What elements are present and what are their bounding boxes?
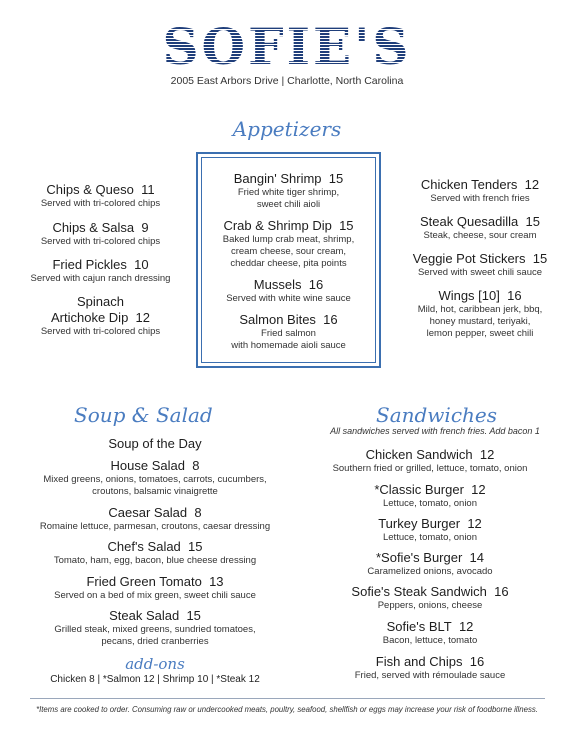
item-desc: Fried white tiger shrimp, xyxy=(237,187,340,198)
item-name: Artichoke Dip xyxy=(50,310,129,325)
menu-item xyxy=(300,482,560,510)
item-price: 12 xyxy=(471,482,486,497)
item-desc: lemon pepper, sweet chili xyxy=(426,328,534,339)
footer-divider xyxy=(30,698,545,699)
item-desc: Served with tri-colored chips xyxy=(40,326,161,337)
item-desc: Served with sweet chili sauce xyxy=(417,267,543,278)
item-name: *Classic Burger xyxy=(374,482,464,497)
menu-item xyxy=(10,608,300,648)
sandwiches-note: All sandwiches served with french fries. Add bacon 1 xyxy=(330,426,540,436)
item-desc: Lettuce, tomato, onion xyxy=(382,532,477,543)
menu-item xyxy=(18,220,183,248)
item-price: 10 xyxy=(134,257,149,272)
item-desc: Bacon, lettuce, tomato xyxy=(382,635,478,646)
menu-item xyxy=(10,574,300,602)
item-price: 13 xyxy=(209,574,224,589)
menu-item xyxy=(18,257,183,285)
item-name-line1: Spinach xyxy=(77,294,124,309)
item-name: Chicken Tenders xyxy=(420,177,518,192)
item-price: 16 xyxy=(469,654,485,669)
item-price: 11 xyxy=(141,182,155,197)
menu-item xyxy=(300,516,560,544)
item-name: Fried Pickles xyxy=(52,257,127,272)
item-desc: Served with cajun ranch dressing xyxy=(30,273,171,284)
menu-item xyxy=(201,218,376,270)
item-name: Caesar Salad xyxy=(108,505,188,520)
item-desc: Southern fried or grilled, lettuce, tomato, onion xyxy=(332,463,528,474)
menu-item xyxy=(300,447,560,475)
menu-item xyxy=(201,277,376,305)
item-name: Sofie's Steak Sandwich xyxy=(351,584,487,599)
item-price: 12 xyxy=(135,310,150,325)
item-price: 15 xyxy=(328,171,344,186)
item-name: House Salad xyxy=(110,458,185,473)
item-name: Fried Green Tomato xyxy=(86,574,202,589)
addons-heading: add-ons xyxy=(125,655,185,673)
addons-list: Chicken 8 | *Salmon 12 | Shrimp 10 | *Steak 12 xyxy=(50,674,260,685)
menu-item xyxy=(390,288,570,340)
item-price: 15 xyxy=(339,218,354,233)
item-desc: Served with french fries xyxy=(430,193,530,204)
item-desc: Lettuce, tomato, onion xyxy=(382,498,477,509)
item-price: 12 xyxy=(467,516,482,531)
item-desc: Romaine lettuce, parmesan, croutons, caesar dressing xyxy=(39,521,271,532)
menu-item xyxy=(300,619,560,647)
item-desc: cheddar cheese, pita points xyxy=(230,258,347,269)
item-name: Soup of the Day xyxy=(108,436,202,451)
restaurant-title: SOFIE'S xyxy=(0,18,574,76)
item-desc: sweet chili aioli xyxy=(256,199,321,210)
item-price: 8 xyxy=(194,505,202,520)
item-desc: pecans, dried cranberries xyxy=(101,636,209,647)
item-name: Fish and Chips xyxy=(375,654,463,669)
sandwiches-heading: Sandwiches xyxy=(376,403,498,427)
restaurant-address: 2005 East Arbors Drive | Charlotte, North Carolina xyxy=(170,75,404,87)
item-price: 15 xyxy=(186,608,201,623)
item-desc: croutons, balsamic vinaigrette xyxy=(92,486,218,497)
item-desc: Served with white wine sauce xyxy=(226,293,351,304)
item-name: Chicken Sandwich xyxy=(365,447,473,462)
item-price: 16 xyxy=(308,277,324,292)
item-name: Chips & Salsa xyxy=(52,220,135,235)
menu-item xyxy=(201,171,376,211)
menu-item xyxy=(300,654,560,682)
item-name: Chips & Queso xyxy=(46,182,134,197)
item-desc: Served on a bed of mix green, sweet chili sauce xyxy=(54,590,256,601)
menu-item xyxy=(10,539,300,567)
item-name: Sofie's BLT xyxy=(386,619,452,634)
appetizers-heading: Appetizers xyxy=(232,117,342,141)
item-price: 14 xyxy=(469,550,484,565)
item-name: Crab & Shrimp Dip xyxy=(223,218,332,233)
item-price: 12 xyxy=(479,447,495,462)
menu-item xyxy=(10,436,300,452)
food-safety-footnote: *Items are cooked to order. Consuming raw or undercooked meats, poultry, seafood, shellfish or eggs may increase your risk of foodborne illness. xyxy=(36,705,538,714)
menu-item xyxy=(18,182,183,210)
item-price: 16 xyxy=(507,288,522,303)
item-name: Turkey Burger xyxy=(378,516,461,531)
item-desc: with homemade aioli sauce xyxy=(231,340,346,351)
item-desc: Mild, hot, caribbean jerk, bbq, xyxy=(417,304,543,315)
item-name: *Sofie's Burger xyxy=(375,550,463,565)
item-price: 16 xyxy=(494,584,509,599)
item-price: 8 xyxy=(192,458,200,473)
item-desc: Tomato, ham, egg, bacon, blue cheese dressing xyxy=(53,555,257,566)
menu-item xyxy=(10,458,300,498)
item-name: Steak Salad xyxy=(109,608,180,623)
menu-item xyxy=(18,294,183,338)
item-name: Salmon Bites xyxy=(239,312,316,327)
item-desc: Baked lump crab meat, shrimp, xyxy=(222,234,355,245)
menu-item xyxy=(201,312,376,352)
item-name: Wings [10] xyxy=(438,288,500,303)
menu-item xyxy=(390,251,570,279)
item-price: 12 xyxy=(458,619,474,634)
item-desc: Served with tri-colored chips xyxy=(40,236,161,247)
item-price: 16 xyxy=(323,312,338,327)
item-desc: Peppers, onions, cheese xyxy=(377,600,483,611)
item-desc: Caramelized onions, avocado xyxy=(367,566,493,577)
item-name: Veggie Pot Stickers xyxy=(412,251,526,266)
item-desc: Fried, served with rémoulade sauce xyxy=(354,670,506,681)
item-desc: Served with tri-colored chips xyxy=(40,198,161,209)
item-desc: Grilled steak, mixed greens, sundried tomatoes, xyxy=(54,624,256,635)
item-desc: Mixed greens, onions, tomatoes, carrots, cucumbers, xyxy=(43,474,267,485)
item-price: 15 xyxy=(532,251,548,266)
item-price: 12 xyxy=(524,177,540,192)
item-name: Chef's Salad xyxy=(107,539,181,554)
item-desc: Fried salmon xyxy=(261,328,316,339)
menu-item xyxy=(390,214,570,242)
item-name: Bangin' Shrimp xyxy=(233,171,322,186)
item-desc: cream cheese, sour cream, xyxy=(230,246,347,257)
item-desc: honey mustard, teriyaki, xyxy=(429,316,531,327)
menu-item xyxy=(300,584,560,612)
item-name: Steak Quesadilla xyxy=(420,214,519,229)
soup-salad-heading: Soup & Salad xyxy=(74,403,213,427)
menu-item xyxy=(10,505,300,533)
menu-item xyxy=(390,177,570,205)
item-price: 15 xyxy=(188,539,203,554)
item-price: 9 xyxy=(141,220,149,235)
item-name: Mussels xyxy=(253,277,302,292)
menu-item xyxy=(300,550,560,578)
item-price: 15 xyxy=(525,214,540,229)
item-desc: Steak, cheese, sour cream xyxy=(423,230,537,241)
